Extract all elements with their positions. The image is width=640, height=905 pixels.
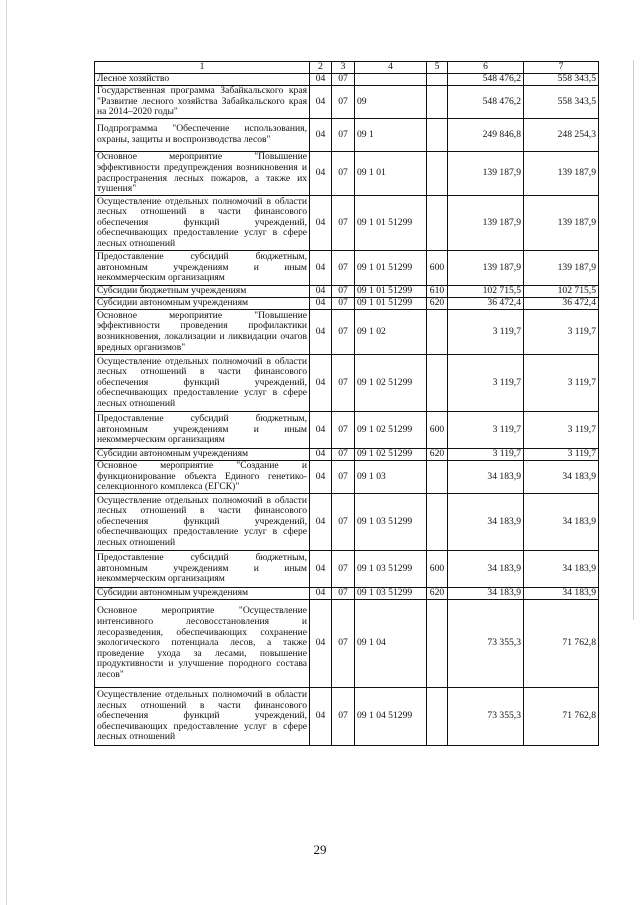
- amount-year2-cell: 139 187,9: [524, 196, 599, 251]
- header-cell-2: 2: [310, 62, 332, 74]
- amount-year2-cell: 139 187,9: [524, 251, 599, 286]
- expense-type-cell: 600: [427, 251, 448, 286]
- table-row: [95, 588, 599, 600]
- table-row: [95, 551, 599, 588]
- row-name-cell: Основное мероприятие "Повышение эффективности предупреждения возникновения и распространения лесных пожаров, а также их тушения": [95, 152, 310, 196]
- target-article-cell: 09 1 02 51299: [355, 412, 427, 449]
- header-cell-3: 3: [332, 62, 355, 74]
- section-code-cell: 04: [310, 286, 332, 298]
- amount-year2-cell: 558 343,5: [524, 74, 599, 86]
- amount-year1-cell: 3 119,7: [448, 412, 524, 449]
- expense-type-cell: [427, 600, 448, 688]
- target-article-cell: 09 1 01 51299: [355, 251, 427, 286]
- section-code-cell: 04: [310, 74, 332, 86]
- table-row: [95, 355, 599, 412]
- row-name-cell: Субсидии автономным учреждениям: [95, 449, 310, 461]
- subsection-code-cell: 07: [332, 588, 355, 600]
- amount-year1-cell: 139 187,9: [448, 196, 524, 251]
- subsection-code-cell: 07: [332, 412, 355, 449]
- target-article-cell: 09 1 04: [355, 600, 427, 688]
- budget-table: [94, 61, 599, 746]
- table-row: [95, 298, 599, 310]
- section-code-cell: 04: [310, 251, 332, 286]
- amount-year2-cell: 102 715,5: [524, 286, 599, 298]
- expense-type-cell: 620: [427, 298, 448, 310]
- expense-type-cell: 610: [427, 286, 448, 298]
- expense-type-cell: [427, 494, 448, 551]
- amount-year2-cell: 36 472,4: [524, 298, 599, 310]
- expense-type-cell: [427, 461, 448, 494]
- amount-year1-cell: 139 187,9: [448, 251, 524, 286]
- amount-year1-cell: 34 183,9: [448, 461, 524, 494]
- row-name-cell: Субсидии бюджетным учреждениям: [95, 286, 310, 298]
- amount-year1-cell: 34 183,9: [448, 588, 524, 600]
- row-name-cell: Осуществление отдельных полномочий в области лесных отношений в части финансового обеспечения функций учреждений, обеспечивающих предоставление услуг в сфере лесных отношений: [95, 355, 310, 412]
- table-row: [95, 152, 599, 196]
- table-row: [95, 461, 599, 494]
- amount-year1-cell: 34 183,9: [448, 551, 524, 588]
- amount-year1-cell: 102 715,5: [448, 286, 524, 298]
- amount-year1-cell: 548 476,2: [448, 74, 524, 86]
- expense-type-cell: 620: [427, 588, 448, 600]
- section-code-cell: 04: [310, 196, 332, 251]
- subsection-code-cell: 07: [332, 461, 355, 494]
- amount-year2-cell: 558 343,5: [524, 86, 599, 119]
- amount-year2-cell: 139 187,9: [524, 152, 599, 196]
- amount-year2-cell: 71 762,8: [524, 688, 599, 746]
- amount-year1-cell: 36 472,4: [448, 298, 524, 310]
- subsection-code-cell: 07: [332, 152, 355, 196]
- amount-year2-cell: 71 762,8: [524, 600, 599, 688]
- target-article-cell: 09 1: [355, 119, 427, 152]
- amount-year1-cell: 3 119,7: [448, 449, 524, 461]
- target-article-cell: 09: [355, 86, 427, 119]
- target-article-cell: 09 1 04 51299: [355, 688, 427, 746]
- target-article-cell: 09 1 01 51299: [355, 298, 427, 310]
- table-row: [95, 251, 599, 286]
- section-code-cell: 04: [310, 310, 332, 355]
- header-cell-7: 7: [524, 62, 599, 74]
- subsection-code-cell: 07: [332, 494, 355, 551]
- subsection-code-cell: 07: [332, 551, 355, 588]
- section-code-cell: 04: [310, 119, 332, 152]
- target-article-cell: 09 1 02 51299: [355, 449, 427, 461]
- amount-year2-cell: 3 119,7: [524, 310, 599, 355]
- row-name-cell: Предоставление субсидий бюджетным, автономным учреждениям и иным некоммерческим организациям: [95, 251, 310, 286]
- expense-type-cell: [427, 74, 448, 86]
- subsection-code-cell: 07: [332, 196, 355, 251]
- page-number: 29: [313, 842, 327, 857]
- amount-year2-cell: 34 183,9: [524, 588, 599, 600]
- amount-year1-cell: 73 355,3: [448, 688, 524, 746]
- expense-type-cell: [427, 310, 448, 355]
- subsection-code-cell: 07: [332, 74, 355, 86]
- target-article-cell: [355, 74, 427, 86]
- section-code-cell: 04: [310, 449, 332, 461]
- expense-type-cell: 600: [427, 551, 448, 588]
- section-code-cell: 04: [310, 551, 332, 588]
- subsection-code-cell: 07: [332, 600, 355, 688]
- target-article-cell: 09 1 02 51299: [355, 355, 427, 412]
- expense-type-cell: [427, 152, 448, 196]
- header-cell-4: 4: [355, 62, 427, 74]
- row-name-cell: Лесное хозяйство: [95, 74, 310, 86]
- row-name-cell: Основное мероприятие "Создание и функционирование объекта Единого генетико-селекционного комплекса (ЕГСК)": [95, 461, 310, 494]
- expense-type-cell: [427, 355, 448, 412]
- expense-type-cell: [427, 86, 448, 119]
- target-article-cell: 09 1 01: [355, 152, 427, 196]
- target-article-cell: 09 1 01 51299: [355, 286, 427, 298]
- amount-year2-cell: 34 183,9: [524, 551, 599, 588]
- row-name-cell: Государственная программа Забайкальского края "Развитие лесного хозяйства Забайкальского края на 2014–2020 годы": [95, 86, 310, 119]
- amount-year1-cell: 34 183,9: [448, 494, 524, 551]
- table-row: [95, 286, 599, 298]
- row-name-cell: Субсидии автономным учреждениям: [95, 298, 310, 310]
- amount-year2-cell: 3 119,7: [524, 449, 599, 461]
- amount-year2-cell: 3 119,7: [524, 412, 599, 449]
- row-name-cell: Субсидии автономным учреждениям: [95, 588, 310, 600]
- amount-year2-cell: 34 183,9: [524, 494, 599, 551]
- target-article-cell: 09 1 02: [355, 310, 427, 355]
- expense-type-cell: 620: [427, 449, 448, 461]
- amount-year1-cell: 548 476,2: [448, 86, 524, 119]
- row-name-cell: Основное мероприятие "Повышение эффективности проведения профилактики возникновения, локализации и ликвидации очагов вредных организмов": [95, 310, 310, 355]
- section-code-cell: 04: [310, 355, 332, 412]
- table-header-row: [95, 62, 599, 74]
- row-name-cell: Предоставление субсидий бюджетным, автономным учреждениям и иным некоммерческим организациям: [95, 412, 310, 449]
- target-article-cell: 09 1 03: [355, 461, 427, 494]
- section-code-cell: 04: [310, 494, 332, 551]
- amount-year2-cell: 248 254,3: [524, 119, 599, 152]
- expense-type-cell: 600: [427, 412, 448, 449]
- amount-year1-cell: 139 187,9: [448, 152, 524, 196]
- subsection-code-cell: 07: [332, 119, 355, 152]
- subsection-code-cell: 07: [332, 286, 355, 298]
- section-code-cell: 04: [310, 86, 332, 119]
- subsection-code-cell: 07: [332, 251, 355, 286]
- table-row: [95, 196, 599, 251]
- section-code-cell: 04: [310, 152, 332, 196]
- section-code-cell: 04: [310, 412, 332, 449]
- section-code-cell: 04: [310, 461, 332, 494]
- amount-year1-cell: 73 355,3: [448, 600, 524, 688]
- table-row: [95, 600, 599, 688]
- scan-edge-right: [633, 60, 634, 620]
- subsection-code-cell: 07: [332, 688, 355, 746]
- amount-year1-cell: 249 846,8: [448, 119, 524, 152]
- scan-edge-left: [6, 0, 7, 905]
- section-code-cell: 04: [310, 688, 332, 746]
- table-row: [95, 412, 599, 449]
- table-row: [95, 119, 599, 152]
- amount-year2-cell: 3 119,7: [524, 355, 599, 412]
- subsection-code-cell: 07: [332, 449, 355, 461]
- target-article-cell: 09 1 03 51299: [355, 588, 427, 600]
- target-article-cell: 09 1 01 51299: [355, 196, 427, 251]
- section-code-cell: 04: [310, 298, 332, 310]
- header-cell-5: 5: [427, 62, 448, 74]
- amount-year1-cell: 3 119,7: [448, 355, 524, 412]
- subsection-code-cell: 07: [332, 298, 355, 310]
- row-name-cell: Основное мероприятие "Осуществление интенсивного лесовосстановления и лесоразведения, обеспечивающих сохранение экологического потенциала лесов, а также проведение ухода за лесами, повышение продуктивности и улучшение породного состава лесов": [95, 600, 310, 688]
- amount-year2-cell: 34 183,9: [524, 461, 599, 494]
- row-name-cell: Осуществление отдельных полномочий в области лесных отношений в части финансового обеспечения функций учреждений, обеспечивающих предоставление услуг в сфере лесных отношений: [95, 688, 310, 746]
- table-row: [95, 449, 599, 461]
- amount-year1-cell: 3 119,7: [448, 310, 524, 355]
- expense-type-cell: [427, 119, 448, 152]
- target-article-cell: 09 1 03 51299: [355, 551, 427, 588]
- section-code-cell: 04: [310, 600, 332, 688]
- row-name-cell: Осуществление отдельных полномочий в области лесных отношений в части финансового обеспечения функций учреждений, обеспечивающих предоставление услуг в сфере лесных отношений: [95, 494, 310, 551]
- table-row: [95, 86, 599, 119]
- table-row: [95, 494, 599, 551]
- subsection-code-cell: 07: [332, 310, 355, 355]
- header-cell-6: 6: [448, 62, 524, 74]
- section-code-cell: 04: [310, 588, 332, 600]
- expense-type-cell: [427, 196, 448, 251]
- row-name-cell: Осуществление отдельных полномочий в области лесных отношений в части финансового обеспечения функций учреждений, обеспечивающих предоставление услуг в сфере лесных отношений: [95, 196, 310, 251]
- expense-type-cell: [427, 688, 448, 746]
- subsection-code-cell: 07: [332, 355, 355, 412]
- table-row: [95, 74, 599, 86]
- table-row: [95, 310, 599, 355]
- table-row: [95, 688, 599, 746]
- row-name-cell: Предоставление субсидий бюджетным, автономным учреждениям и иным некоммерческим организациям: [95, 551, 310, 588]
- subsection-code-cell: 07: [332, 86, 355, 119]
- header-cell-1: 1: [95, 62, 310, 74]
- target-article-cell: 09 1 03 51299: [355, 494, 427, 551]
- row-name-cell: Подпрограмма "Обеспечение использования, охраны, защиты и воспроизводства лесов": [95, 119, 310, 152]
